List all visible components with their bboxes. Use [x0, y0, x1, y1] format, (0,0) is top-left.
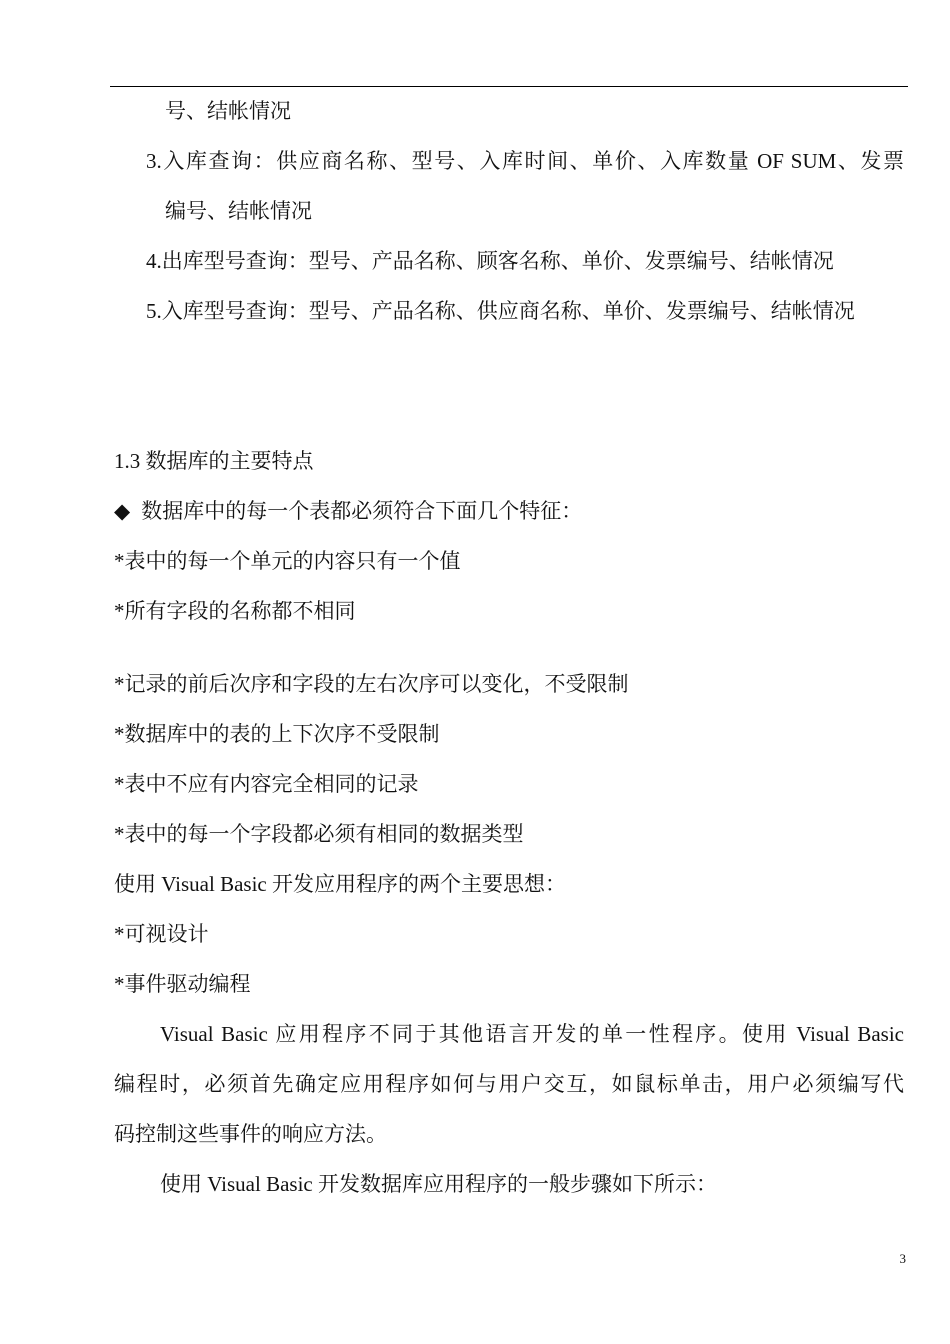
query-item-3-continuation: 编号、结帐情况 [165, 199, 312, 223]
section-heading: 1.3 数据库的主要特点 [114, 449, 314, 473]
feature-item: *表中的每一个单元的内容只有一个值 [114, 549, 461, 573]
query-item-5: 5.入库型号查询：型号、产品名称、供应商名称、单价、发票编号、结帐情况 [146, 299, 855, 323]
header-rule [110, 86, 908, 87]
paragraph-line-2: 编程时，必须首先确定应用程序如何与用户交互，如鼠标单击，用户必须编写代 [114, 1072, 904, 1096]
continuation-line: 号、结帐情况 [165, 99, 291, 123]
vb-idea-item: *事件驱动编程 [114, 972, 251, 996]
feature-item: *数据库中的表的上下次序不受限制 [114, 722, 440, 746]
query-item-4: 4.出库型号查询：型号、产品名称、顾客名称、单价、发票编号、结帐情况 [146, 249, 834, 273]
page-number: 3 [899, 1251, 906, 1266]
steps-intro: 使用 Visual Basic 开发数据库应用程序的一般步骤如下所示： [160, 1172, 717, 1196]
bullet-text: 数据库中的每一个表都必须符合下面几个特征： [141, 499, 583, 523]
bullet-line [114, 496, 582, 526]
feature-item: *所有字段的名称都不相同 [114, 599, 356, 623]
feature-item: *记录的前后次序和字段的左右次序可以变化，不受限制 [114, 672, 629, 696]
feature-item: *表中不应有内容完全相同的记录 [114, 772, 419, 796]
query-item-3: 3.入库查询：供应商名称、型号、入库时间、单价、入库数量 OF SUM、发票 [146, 149, 904, 173]
vb-idea-item: *可视设计 [114, 922, 209, 946]
feature-item: *表中的每一个字段都必须有相同的数据类型 [114, 822, 524, 846]
diamond-bullet-icon: ◆ [114, 499, 131, 523]
paragraph-line-3: 码控制这些事件的响应方法。 [114, 1122, 387, 1146]
paragraph-line-1: Visual Basic 应用程序不同于其他语言开发的单一性程序。使用 Visual Basic [160, 1022, 904, 1046]
vb-intro: 使用 Visual Basic 开发应用程序的两个主要思想： [114, 872, 566, 896]
